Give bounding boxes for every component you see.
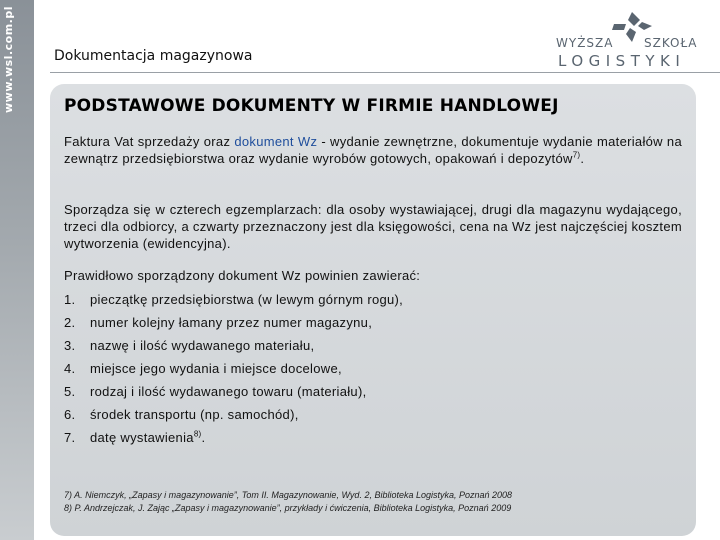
list-text: numer kolejny łamany przez numer magazynu,	[90, 315, 373, 330]
list-text: nazwę i ilość wydawanego materiału,	[90, 338, 315, 353]
list-text: pieczątkę przedsiębiorstwa (w lewym górnym rogu),	[90, 292, 404, 307]
list-text	[90, 430, 205, 445]
list-number: 1.	[64, 292, 76, 307]
logo-word-wyzsza: WYŻSZA	[556, 36, 614, 50]
paragraph-faktura	[64, 133, 682, 167]
list-number: 4.	[64, 361, 76, 376]
footnote-7: 7) A. Niemczyk, „Zapasy i magazynowanie”, Tom II. Magazynowanie, Wyd. 2, Biblioteka Logistyka, Poznań 2008	[64, 490, 513, 500]
p1-end: .	[580, 151, 585, 166]
page-header-title: Dokumentacja magazynowa	[54, 48, 253, 64]
logo-line-1	[556, 36, 708, 50]
list-text: środek transportu (np. samochód),	[90, 407, 299, 422]
list-text: miejsce jego wydania i miejsce docelowe,	[90, 361, 342, 376]
side-strip	[0, 0, 34, 540]
logo-line-2: LOGISTYKI	[558, 52, 686, 70]
list-number: 2.	[64, 315, 76, 330]
list-text-end: .	[201, 430, 206, 445]
p1-text-start: Faktura Vat sprzedaży oraz	[64, 134, 235, 149]
footnotes	[64, 489, 684, 515]
school-logo	[556, 10, 708, 68]
paragraph-egzemplarze: Sporządza się w czterech egzemplarzach: dla osoby wystawiającej, drugi dla magazynu wydającego, trzeci dla odbiorcy, a czwarty przeznaczony jest dla księgowości, cena na Wz jest najczęściej kosztem wytworzenia (ewidencyjna).	[64, 202, 682, 251]
footnote-ref-7: 7)	[572, 150, 581, 160]
list-intro: Prawidłowo sporządzony dokument Wz powinien zawierać:	[64, 268, 421, 283]
logo-word-szkola: SZKOŁA	[644, 36, 698, 50]
slide-title: PODSTAWOWE DOKUMENTY W FIRMIE HANDLOWEJ	[64, 96, 559, 116]
list-number: 6.	[64, 407, 76, 422]
list-number: 7.	[64, 430, 76, 445]
header-divider	[50, 72, 720, 73]
p1-text-rest: - wydanie zewnętrzne, dokumentuje wydanie materiałów na zewnątrz przedsiębiorstwa oraz wydanie wyrobów gotowych, opakowań i depozytów	[64, 134, 682, 166]
list-text-main: datę wystawienia	[90, 430, 194, 445]
footnote-ref-8: 8)	[193, 429, 202, 439]
side-url: www.wsl.com.pl	[2, 6, 15, 113]
list-number: 5.	[64, 384, 76, 399]
list-number: 3.	[64, 338, 76, 353]
list-text: rodzaj i ilość wydawanego towaru (materiału),	[90, 384, 367, 399]
p1-highlight: dokument Wz	[234, 134, 318, 149]
footnote-8: 8) P. Andrzejczak, J. Zając „Zapasy i magazynowanie”, przykłady i ćwiczenia, Biblioteka Logistyka, Poznań 2009	[64, 503, 512, 513]
